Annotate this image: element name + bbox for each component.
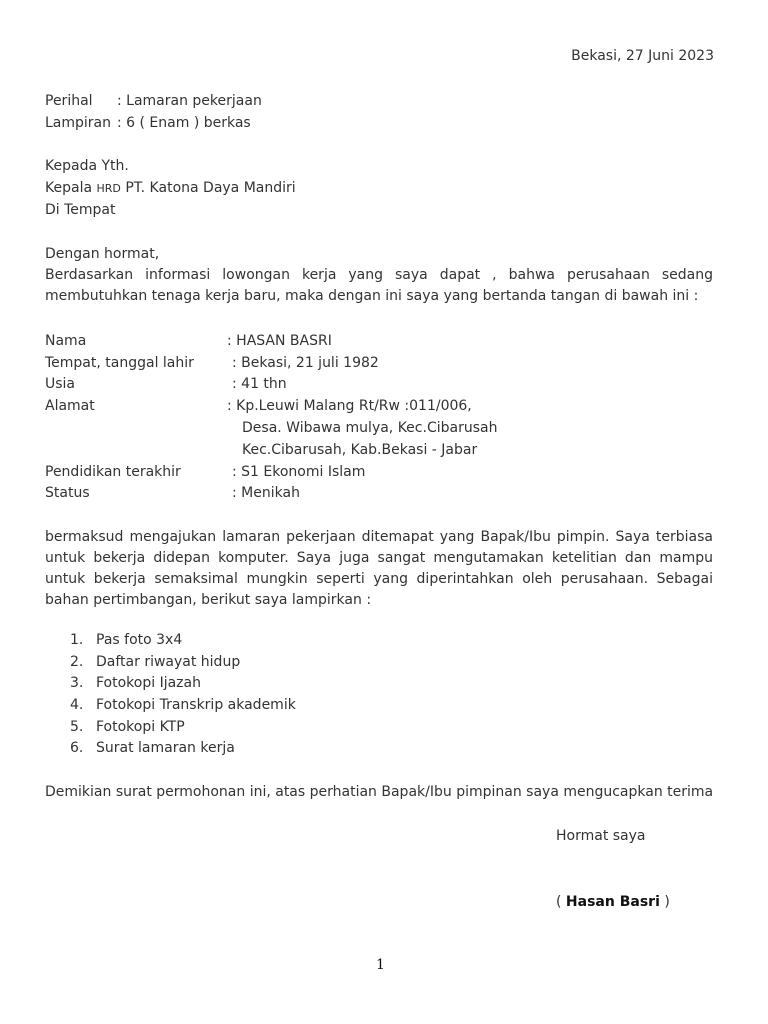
recipient-line-3: Di Tempat [45,202,116,218]
pendidikan-label: Pendidikan terakhir [45,464,181,480]
nama-label: Nama [45,333,87,349]
signature-name-block [556,891,670,913]
pendidikan-value: : S1 Ekonomi Islam [232,464,366,480]
alamat-value-1: : Kp.Leuwi Malang Rt/Rw :011/006, [227,398,472,414]
usia-label: Usia [45,376,76,392]
lampiran-label: Lampiran [45,115,112,131]
status-label: Status [45,485,90,501]
list-item [70,651,240,673]
list-item [70,694,296,716]
page-number: 1 [376,957,385,973]
recipient-line-1: Kepada Yth. [45,158,129,174]
ttl-label: Tempat, tanggal lahir [45,355,194,371]
recipient-company: PT. Katona Daya Mandiri [125,180,296,196]
alamat-label: Alamat [45,398,95,414]
list-item [70,629,182,651]
recipient-hrd: HRD [96,182,121,195]
perihal-label: Perihal [45,93,93,109]
list-number: 5. [70,719,84,735]
usia-value: : 41 thn [232,376,287,392]
perihal-value: : Lamaran pekerjaan [117,93,262,109]
ttl-value: : Bekasi, 21 juli 1982 [232,355,379,371]
alamat-value-3: Kec.Cibarusah, Kab.Bekasi - Jabar [242,442,478,458]
list-number: 4. [70,697,84,713]
list-number: 2. [70,654,84,670]
list-text: Surat lamaran kerja [96,740,235,756]
recipient-title: Kepala [45,180,93,196]
status-value: : Menikah [232,485,300,501]
signature-open: ( [556,894,566,910]
nama-value: : HASAN BASRI [227,333,332,349]
signature-close: ) [659,894,670,910]
list-item [70,716,185,738]
alamat-value-2: Desa. Wibawa mulya, Kec.Cibarusah [242,420,498,436]
list-number: 6. [70,740,84,756]
body-paragraph: bermaksud mengajukan lamaran pekerjaan ditemapat yang Bapak/Ibu pimpin. Saya terbiasa untuk bekerja didepan komputer. Saya juga sangat mengutamakan ketelitian dan mampu untuk bekerja semaksimal mungkin seperti yang diperintahkan oleh perusahaan. Sebagai bahan pertimbangan, berikut saya lampirkan : [45,529,713,608]
recipient-line-2 [45,177,296,200]
intro-paragraph: Berdasarkan informasi lowongan kerja yang saya dapat , bahwa perusahaan sedang membutuhkan tenaga kerja baru, maka dengan ini saya yang bertanda tangan di bawah ini : [45,267,713,304]
list-number: 3. [70,675,84,691]
list-text: Daftar riwayat hidup [96,654,241,670]
list-text: Fotokopi KTP [96,719,185,735]
lampiran-value: : 6 ( Enam ) berkas [117,115,251,131]
letter-date: Bekasi, 27 Juni 2023 [571,48,714,64]
greeting: Dengan hormat, [45,246,160,262]
list-item [70,737,235,759]
list-text: Fotokopi Transkrip akademik [96,697,296,713]
list-text: Pas foto 3x4 [96,632,183,648]
list-text: Fotokopi Ijazah [96,675,201,691]
signature-name: Hasan Basri [565,894,660,910]
list-number: 1. [70,632,84,648]
regards-text: Hormat saya [556,828,646,844]
closing-text: Demikian surat permohonan ini, atas perhatian Bapak/Ibu pimpinan saya mengucapkan terima [45,784,714,800]
list-item [70,672,201,694]
